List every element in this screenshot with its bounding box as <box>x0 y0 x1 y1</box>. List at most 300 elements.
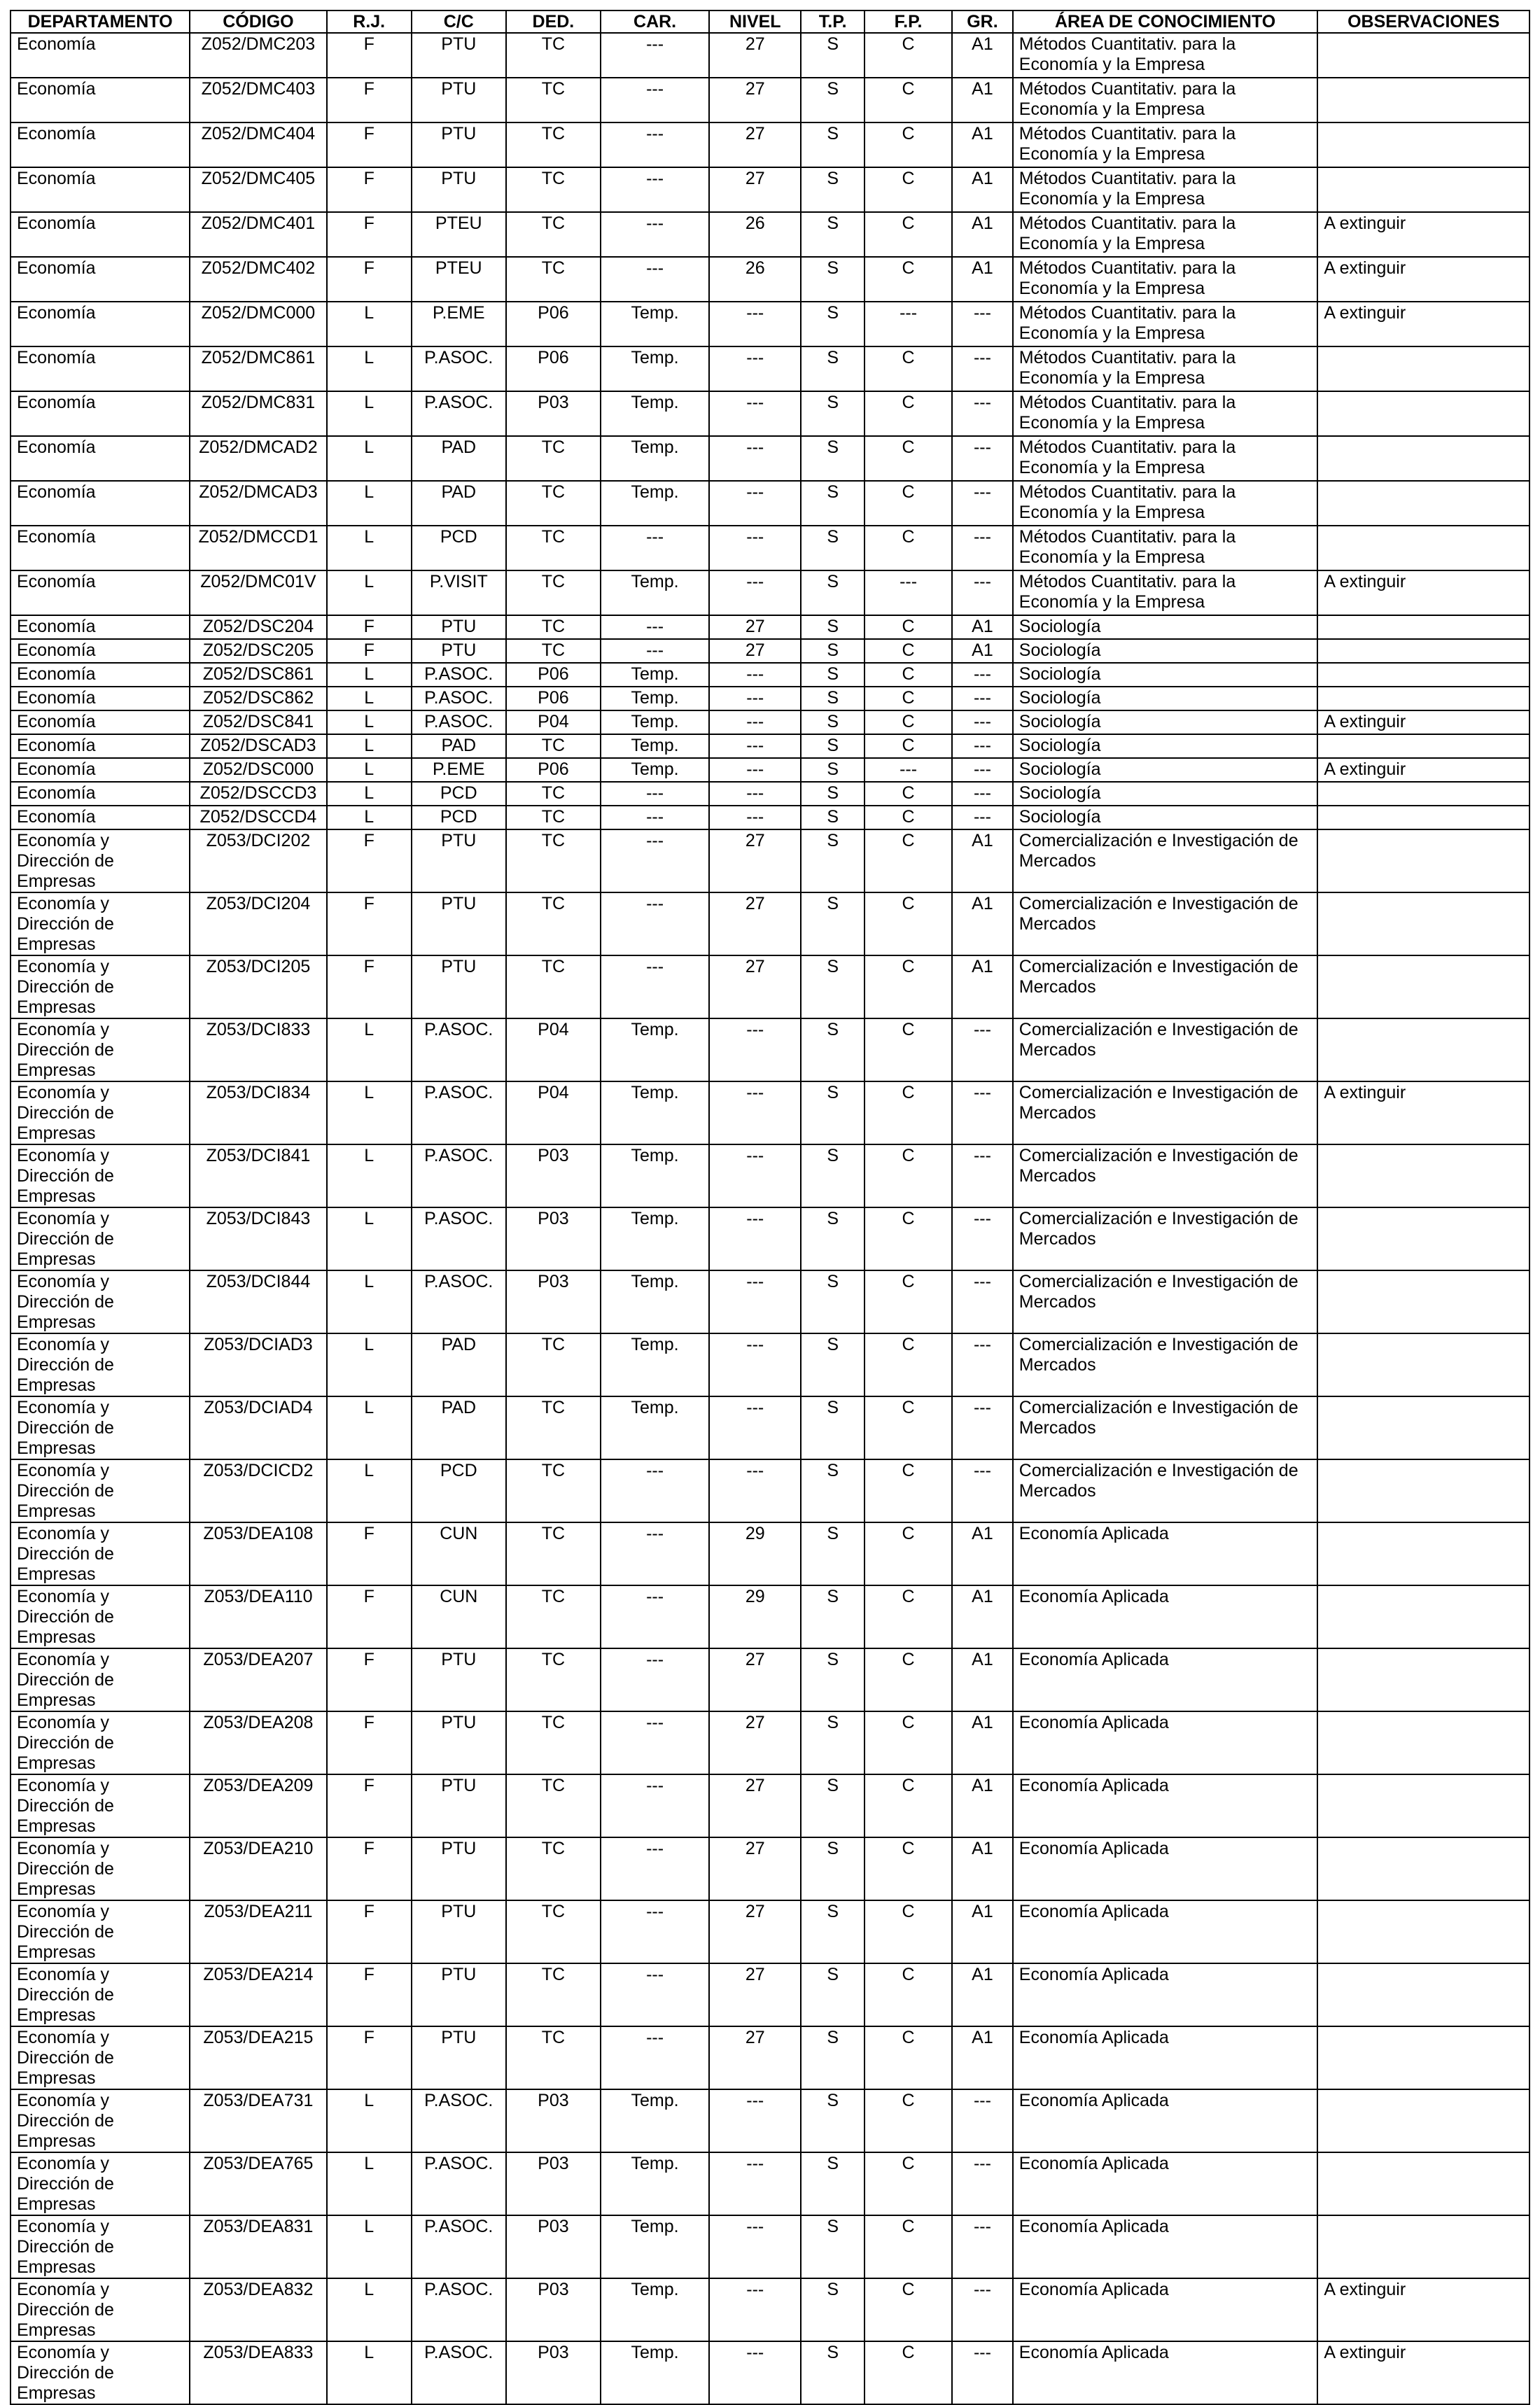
cell-car: --- <box>601 1963 709 2026</box>
cell-car: --- <box>601 1711 709 1774</box>
cell-fp: C <box>864 734 952 758</box>
table-row <box>10 257 1530 302</box>
cell-departamento: Economía <box>10 806 190 829</box>
cell-tp: S <box>801 1270 864 1333</box>
cell-cc: PCD <box>412 526 506 570</box>
cell-departamento: Economía y Dirección de Empresas <box>10 955 190 1018</box>
cell-area: Métodos Cuantitativ. para la Economía y la Empresa <box>1013 212 1318 257</box>
cell-nivel: --- <box>709 436 801 481</box>
table-row <box>10 1774 1530 1837</box>
cell-nivel: 27 <box>709 615 801 639</box>
cell-codigo: Z052/DSC000 <box>190 758 327 782</box>
cell-observaciones <box>1317 1459 1530 1522</box>
cell-gr: A1 <box>952 167 1013 212</box>
cell-observaciones <box>1317 687 1530 710</box>
cell-ded: P06 <box>506 663 601 687</box>
cell-codigo: Z053/DEA832 <box>190 2278 327 2341</box>
cell-nivel: --- <box>709 481 801 526</box>
cell-area: Métodos Cuantitativ. para la Economía y la Empresa <box>1013 526 1318 570</box>
cell-area: Métodos Cuantitativ. para la Economía y la Empresa <box>1013 481 1318 526</box>
cell-tp: S <box>801 955 864 1018</box>
cell-departamento: Economía y Dirección de Empresas <box>10 1270 190 1333</box>
cell-observaciones <box>1317 78 1530 122</box>
cell-area: Economía Aplicada <box>1013 1837 1318 1900</box>
cell-cc: PTU <box>412 1900 506 1963</box>
header-observaciones: OBSERVACIONES <box>1317 10 1530 33</box>
cell-fp: C <box>864 2215 952 2278</box>
cell-nivel: --- <box>709 2089 801 2152</box>
table-row <box>10 1963 1530 2026</box>
cell-rj: F <box>327 1648 412 1711</box>
cell-car: --- <box>601 78 709 122</box>
cell-fp: --- <box>864 570 952 615</box>
cell-cc: P.ASOC. <box>412 2341 506 2404</box>
header-gr: GR. <box>952 10 1013 33</box>
cell-observaciones <box>1317 1522 1530 1585</box>
cell-tp: S <box>801 1333 864 1396</box>
cell-ded: TC <box>506 806 601 829</box>
cell-codigo: Z053/DCI834 <box>190 1081 327 1144</box>
cell-rj: F <box>327 1774 412 1837</box>
table-row <box>10 1837 1530 1900</box>
cell-gr: A1 <box>952 122 1013 167</box>
cell-rj: L <box>327 2215 412 2278</box>
cell-departamento: Economía y Dirección de Empresas <box>10 1648 190 1711</box>
cell-area: Métodos Cuantitativ. para la Economía y la Empresa <box>1013 436 1318 481</box>
cell-car: --- <box>601 526 709 570</box>
cell-rj: L <box>327 2152 412 2215</box>
cell-gr: A1 <box>952 892 1013 955</box>
cell-gr: A1 <box>952 1837 1013 1900</box>
cell-tp: S <box>801 758 864 782</box>
cell-cc: P.ASOC. <box>412 2152 506 2215</box>
cell-departamento: Economía <box>10 570 190 615</box>
cell-area: Métodos Cuantitativ. para la Economía y la Empresa <box>1013 302 1318 346</box>
cell-ded: TC <box>506 829 601 892</box>
cell-departamento: Economía y Dirección de Empresas <box>10 829 190 892</box>
cell-area: Comercialización e Investigación de Mercados <box>1013 1459 1318 1522</box>
cell-tp: S <box>801 2215 864 2278</box>
cell-observaciones <box>1317 782 1530 806</box>
cell-observaciones: A extinguir <box>1317 570 1530 615</box>
table-row <box>10 758 1530 782</box>
cell-codigo: Z053/DCI202 <box>190 829 327 892</box>
cell-nivel: 27 <box>709 1837 801 1900</box>
cell-rj: L <box>327 1459 412 1522</box>
cell-gr: --- <box>952 1018 1013 1081</box>
cell-car: --- <box>601 639 709 663</box>
cell-nivel: 27 <box>709 122 801 167</box>
cell-gr: A1 <box>952 615 1013 639</box>
cell-car: Temp. <box>601 346 709 391</box>
cell-nivel: --- <box>709 2278 801 2341</box>
cell-nivel: --- <box>709 346 801 391</box>
cell-ded: TC <box>506 481 601 526</box>
cell-cc: PTU <box>412 1648 506 1711</box>
table-row <box>10 2278 1530 2341</box>
cell-observaciones: A extinguir <box>1317 212 1530 257</box>
cell-car: --- <box>601 212 709 257</box>
cell-area: Economía Aplicada <box>1013 1711 1318 1774</box>
cell-observaciones <box>1317 1711 1530 1774</box>
cell-cc: PTU <box>412 122 506 167</box>
cell-departamento: Economía y Dirección de Empresas <box>10 892 190 955</box>
cell-codigo: Z052/DMCAD3 <box>190 481 327 526</box>
cell-observaciones: A extinguir <box>1317 710 1530 734</box>
cell-codigo: Z052/DMC000 <box>190 302 327 346</box>
cell-fp: C <box>864 1081 952 1144</box>
cell-rj: F <box>327 167 412 212</box>
cell-gr: --- <box>952 2215 1013 2278</box>
cell-tp: S <box>801 1396 864 1459</box>
cell-codigo: Z053/DCI841 <box>190 1144 327 1207</box>
cell-fp: C <box>864 1207 952 1270</box>
cell-codigo: Z053/DEA209 <box>190 1774 327 1837</box>
cell-departamento: Economía y Dirección de Empresas <box>10 1396 190 1459</box>
cell-ded: TC <box>506 1837 601 1900</box>
cell-ded: TC <box>506 1963 601 2026</box>
cell-ded: P04 <box>506 1018 601 1081</box>
cell-ded: TC <box>506 615 601 639</box>
table-row <box>10 734 1530 758</box>
cell-departamento: Economía y Dirección de Empresas <box>10 2152 190 2215</box>
cell-fp: C <box>864 955 952 1018</box>
cell-car: Temp. <box>601 1144 709 1207</box>
cell-car: Temp. <box>601 687 709 710</box>
cell-area: Comercialización e Investigación de Mercados <box>1013 1270 1318 1333</box>
cell-tp: S <box>801 346 864 391</box>
cell-area: Economía Aplicada <box>1013 2089 1318 2152</box>
cell-area: Métodos Cuantitativ. para la Economía y la Empresa <box>1013 33 1318 78</box>
cell-fp: C <box>864 212 952 257</box>
cell-codigo: Z052/DMC405 <box>190 167 327 212</box>
cell-observaciones <box>1317 615 1530 639</box>
cell-ded: TC <box>506 1648 601 1711</box>
cell-tp: S <box>801 33 864 78</box>
cell-observaciones <box>1317 806 1530 829</box>
cell-tp: S <box>801 1837 864 1900</box>
cell-tp: S <box>801 1585 864 1648</box>
cell-tp: S <box>801 663 864 687</box>
header-car: CAR. <box>601 10 709 33</box>
cell-departamento: Economía y Dirección de Empresas <box>10 2026 190 2089</box>
cell-gr: A1 <box>952 257 1013 302</box>
cell-tp: S <box>801 829 864 892</box>
table-row <box>10 391 1530 436</box>
cell-rj: F <box>327 212 412 257</box>
cell-gr: --- <box>952 1081 1013 1144</box>
cell-car: Temp. <box>601 302 709 346</box>
cell-departamento: Economía <box>10 639 190 663</box>
cell-ded: TC <box>506 639 601 663</box>
cell-observaciones <box>1317 481 1530 526</box>
cell-tp: S <box>801 734 864 758</box>
cell-gr: A1 <box>952 829 1013 892</box>
cell-ded: TC <box>506 1711 601 1774</box>
cell-rj: L <box>327 2341 412 2404</box>
cell-observaciones <box>1317 1018 1530 1081</box>
cell-codigo: Z053/DCI844 <box>190 1270 327 1333</box>
cell-cc: P.ASOC. <box>412 2215 506 2278</box>
cell-area: Sociología <box>1013 734 1318 758</box>
cell-cc: PTU <box>412 167 506 212</box>
cell-codigo: Z053/DCI205 <box>190 955 327 1018</box>
cell-observaciones <box>1317 663 1530 687</box>
cell-codigo: Z052/DMCCD1 <box>190 526 327 570</box>
cell-codigo: Z052/DMC203 <box>190 33 327 78</box>
cell-observaciones: A extinguir <box>1317 302 1530 346</box>
cell-ded: P03 <box>506 391 601 436</box>
cell-car: --- <box>601 33 709 78</box>
cell-fp: C <box>864 1648 952 1711</box>
cell-ded: P03 <box>506 2341 601 2404</box>
cell-rj: F <box>327 1963 412 2026</box>
cell-nivel: 27 <box>709 33 801 78</box>
cell-codigo: Z053/DCI843 <box>190 1207 327 1270</box>
cell-rj: L <box>327 391 412 436</box>
cell-nivel: 26 <box>709 212 801 257</box>
cell-tp: S <box>801 1522 864 1585</box>
cell-gr: --- <box>952 436 1013 481</box>
cell-tp: S <box>801 167 864 212</box>
cell-departamento: Economía y Dirección de Empresas <box>10 2341 190 2404</box>
cell-gr: --- <box>952 2278 1013 2341</box>
table-row <box>10 78 1530 122</box>
cell-cc: P.EME <box>412 302 506 346</box>
cell-ded: TC <box>506 526 601 570</box>
cell-rj: L <box>327 526 412 570</box>
cell-observaciones <box>1317 955 1530 1018</box>
table-row <box>10 663 1530 687</box>
cell-area: Métodos Cuantitativ. para la Economía y la Empresa <box>1013 78 1318 122</box>
cell-ded: TC <box>506 734 601 758</box>
cell-codigo: Z052/DMC01V <box>190 570 327 615</box>
header-area: ÁREA DE CONOCIMIENTO <box>1013 10 1318 33</box>
cell-car: Temp. <box>601 570 709 615</box>
cell-tp: S <box>801 212 864 257</box>
cell-car: Temp. <box>601 1333 709 1396</box>
cell-observaciones <box>1317 1396 1530 1459</box>
cell-fp: C <box>864 1396 952 1459</box>
cell-codigo: Z052/DSC205 <box>190 639 327 663</box>
cell-cc: PTU <box>412 1963 506 2026</box>
cell-gr: --- <box>952 2152 1013 2215</box>
cell-tp: S <box>801 782 864 806</box>
cell-fp: C <box>864 1900 952 1963</box>
cell-cc: PTEU <box>412 212 506 257</box>
cell-fp: C <box>864 1963 952 2026</box>
cell-rj: F <box>327 1585 412 1648</box>
cell-tp: S <box>801 710 864 734</box>
cell-codigo: Z053/DCICD2 <box>190 1459 327 1522</box>
cell-rj: L <box>327 346 412 391</box>
table-row <box>10 829 1530 892</box>
cell-cc: P.ASOC. <box>412 1207 506 1270</box>
cell-car: --- <box>601 167 709 212</box>
table-row <box>10 2341 1530 2404</box>
cell-area: Comercialización e Investigación de Mercados <box>1013 1333 1318 1396</box>
cell-tp: S <box>801 2152 864 2215</box>
cell-fp: C <box>864 2089 952 2152</box>
cell-ded: P03 <box>506 2278 601 2341</box>
cell-ded: P03 <box>506 2089 601 2152</box>
cell-nivel: --- <box>709 1018 801 1081</box>
table-row <box>10 1648 1530 1711</box>
cell-nivel: --- <box>709 1459 801 1522</box>
cell-nivel: --- <box>709 687 801 710</box>
cell-tp: S <box>801 2026 864 2089</box>
cell-ded: TC <box>506 212 601 257</box>
table-row <box>10 2026 1530 2089</box>
cell-ded: TC <box>506 2026 601 2089</box>
cell-departamento: Economía <box>10 526 190 570</box>
cell-car: Temp. <box>601 2089 709 2152</box>
cell-fp: C <box>864 78 952 122</box>
cell-area: Economía Aplicada <box>1013 1774 1318 1837</box>
cell-fp: C <box>864 615 952 639</box>
cell-ded: P06 <box>506 302 601 346</box>
cell-departamento: Economía <box>10 481 190 526</box>
cell-area: Sociología <box>1013 663 1318 687</box>
cell-fp: C <box>864 639 952 663</box>
cell-rj: F <box>327 2026 412 2089</box>
cell-departamento: Economía <box>10 710 190 734</box>
cell-tp: S <box>801 1144 864 1207</box>
cell-cc: PTEU <box>412 257 506 302</box>
cell-nivel: 27 <box>709 167 801 212</box>
cell-codigo: Z053/DEA833 <box>190 2341 327 2404</box>
cell-codigo: Z053/DCIAD3 <box>190 1333 327 1396</box>
cell-fp: C <box>864 687 952 710</box>
table-row <box>10 1018 1530 1081</box>
cell-nivel: --- <box>709 782 801 806</box>
cell-observaciones <box>1317 346 1530 391</box>
cell-codigo: Z053/DCI833 <box>190 1018 327 1081</box>
cell-gr: --- <box>952 346 1013 391</box>
cell-codigo: Z053/DEA731 <box>190 2089 327 2152</box>
cell-area: Sociología <box>1013 758 1318 782</box>
cell-departamento: Economía y Dirección de Empresas <box>10 1207 190 1270</box>
cell-tp: S <box>801 570 864 615</box>
cell-area: Comercialización e Investigación de Mercados <box>1013 1144 1318 1207</box>
cell-gr: A1 <box>952 33 1013 78</box>
cell-observaciones <box>1317 33 1530 78</box>
cell-tp: S <box>801 1711 864 1774</box>
cell-rj: L <box>327 2278 412 2341</box>
cell-gr: --- <box>952 570 1013 615</box>
cell-ded: TC <box>506 167 601 212</box>
table-row <box>10 1585 1530 1648</box>
cell-nivel: --- <box>709 663 801 687</box>
cell-rj: L <box>327 302 412 346</box>
cell-tp: S <box>801 1648 864 1711</box>
cell-departamento: Economía <box>10 758 190 782</box>
cell-fp: --- <box>864 302 952 346</box>
cell-area: Comercialización e Investigación de Mercados <box>1013 1396 1318 1459</box>
cell-ded: TC <box>506 33 601 78</box>
cell-ded: TC <box>506 892 601 955</box>
cell-car: --- <box>601 1522 709 1585</box>
cell-fp: C <box>864 257 952 302</box>
cell-tp: S <box>801 391 864 436</box>
cell-car: --- <box>601 806 709 829</box>
cell-area: Economía Aplicada <box>1013 1648 1318 1711</box>
cell-rj: F <box>327 257 412 302</box>
cell-fp: C <box>864 1711 952 1774</box>
table-row <box>10 302 1530 346</box>
table-row <box>10 806 1530 829</box>
cell-rj: F <box>327 122 412 167</box>
cell-area: Métodos Cuantitativ. para la Economía y la Empresa <box>1013 346 1318 391</box>
cell-gr: A1 <box>952 639 1013 663</box>
cell-codigo: Z052/DSCCD3 <box>190 782 327 806</box>
cell-car: Temp. <box>601 481 709 526</box>
cell-nivel: --- <box>709 1396 801 1459</box>
cell-rj: L <box>327 1270 412 1333</box>
cell-gr: A1 <box>952 2026 1013 2089</box>
cell-cc: P.ASOC. <box>412 1081 506 1144</box>
table-row <box>10 687 1530 710</box>
cell-departamento: Economía y Dirección de Empresas <box>10 1144 190 1207</box>
cell-area: Métodos Cuantitativ. para la Economía y la Empresa <box>1013 257 1318 302</box>
cell-nivel: 27 <box>709 829 801 892</box>
cell-rj: L <box>327 687 412 710</box>
cell-fp: C <box>864 663 952 687</box>
cell-cc: PTU <box>412 829 506 892</box>
cell-observaciones <box>1317 2215 1530 2278</box>
cell-area: Sociología <box>1013 639 1318 663</box>
cell-area: Economía Aplicada <box>1013 1900 1318 1963</box>
cell-cc: PCD <box>412 1459 506 1522</box>
cell-observaciones <box>1317 892 1530 955</box>
cell-fp: C <box>864 1837 952 1900</box>
cell-car: Temp. <box>601 758 709 782</box>
header-rj: R.J. <box>327 10 412 33</box>
cell-gr: --- <box>952 302 1013 346</box>
cell-nivel: 29 <box>709 1585 801 1648</box>
cell-departamento: Economía <box>10 734 190 758</box>
cell-rj: L <box>327 481 412 526</box>
cell-tp: S <box>801 2089 864 2152</box>
cell-area: Sociología <box>1013 806 1318 829</box>
cell-car: --- <box>601 829 709 892</box>
cell-tp: S <box>801 687 864 710</box>
cell-cc: PTU <box>412 615 506 639</box>
cell-fp: C <box>864 1018 952 1081</box>
table-row <box>10 33 1530 78</box>
cell-tp: S <box>801 257 864 302</box>
cell-gr: --- <box>952 1459 1013 1522</box>
cell-gr: --- <box>952 806 1013 829</box>
cell-gr: A1 <box>952 1585 1013 1648</box>
cell-fp: C <box>864 436 952 481</box>
cell-fp: C <box>864 2278 952 2341</box>
cell-cc: PTU <box>412 639 506 663</box>
cell-ded: P06 <box>506 758 601 782</box>
cell-cc: P.ASOC. <box>412 2089 506 2152</box>
cell-observaciones <box>1317 167 1530 212</box>
cell-nivel: --- <box>709 1333 801 1396</box>
cell-nivel: 26 <box>709 257 801 302</box>
cell-car: Temp. <box>601 1081 709 1144</box>
cell-cc: PAD <box>412 481 506 526</box>
cell-departamento: Economía y Dirección de Empresas <box>10 1774 190 1837</box>
cell-nivel: --- <box>709 806 801 829</box>
cell-codigo: Z053/DEA214 <box>190 1963 327 2026</box>
cell-codigo: Z053/DEA208 <box>190 1711 327 1774</box>
cell-car: Temp. <box>601 2278 709 2341</box>
cell-cc: P.ASOC. <box>412 710 506 734</box>
